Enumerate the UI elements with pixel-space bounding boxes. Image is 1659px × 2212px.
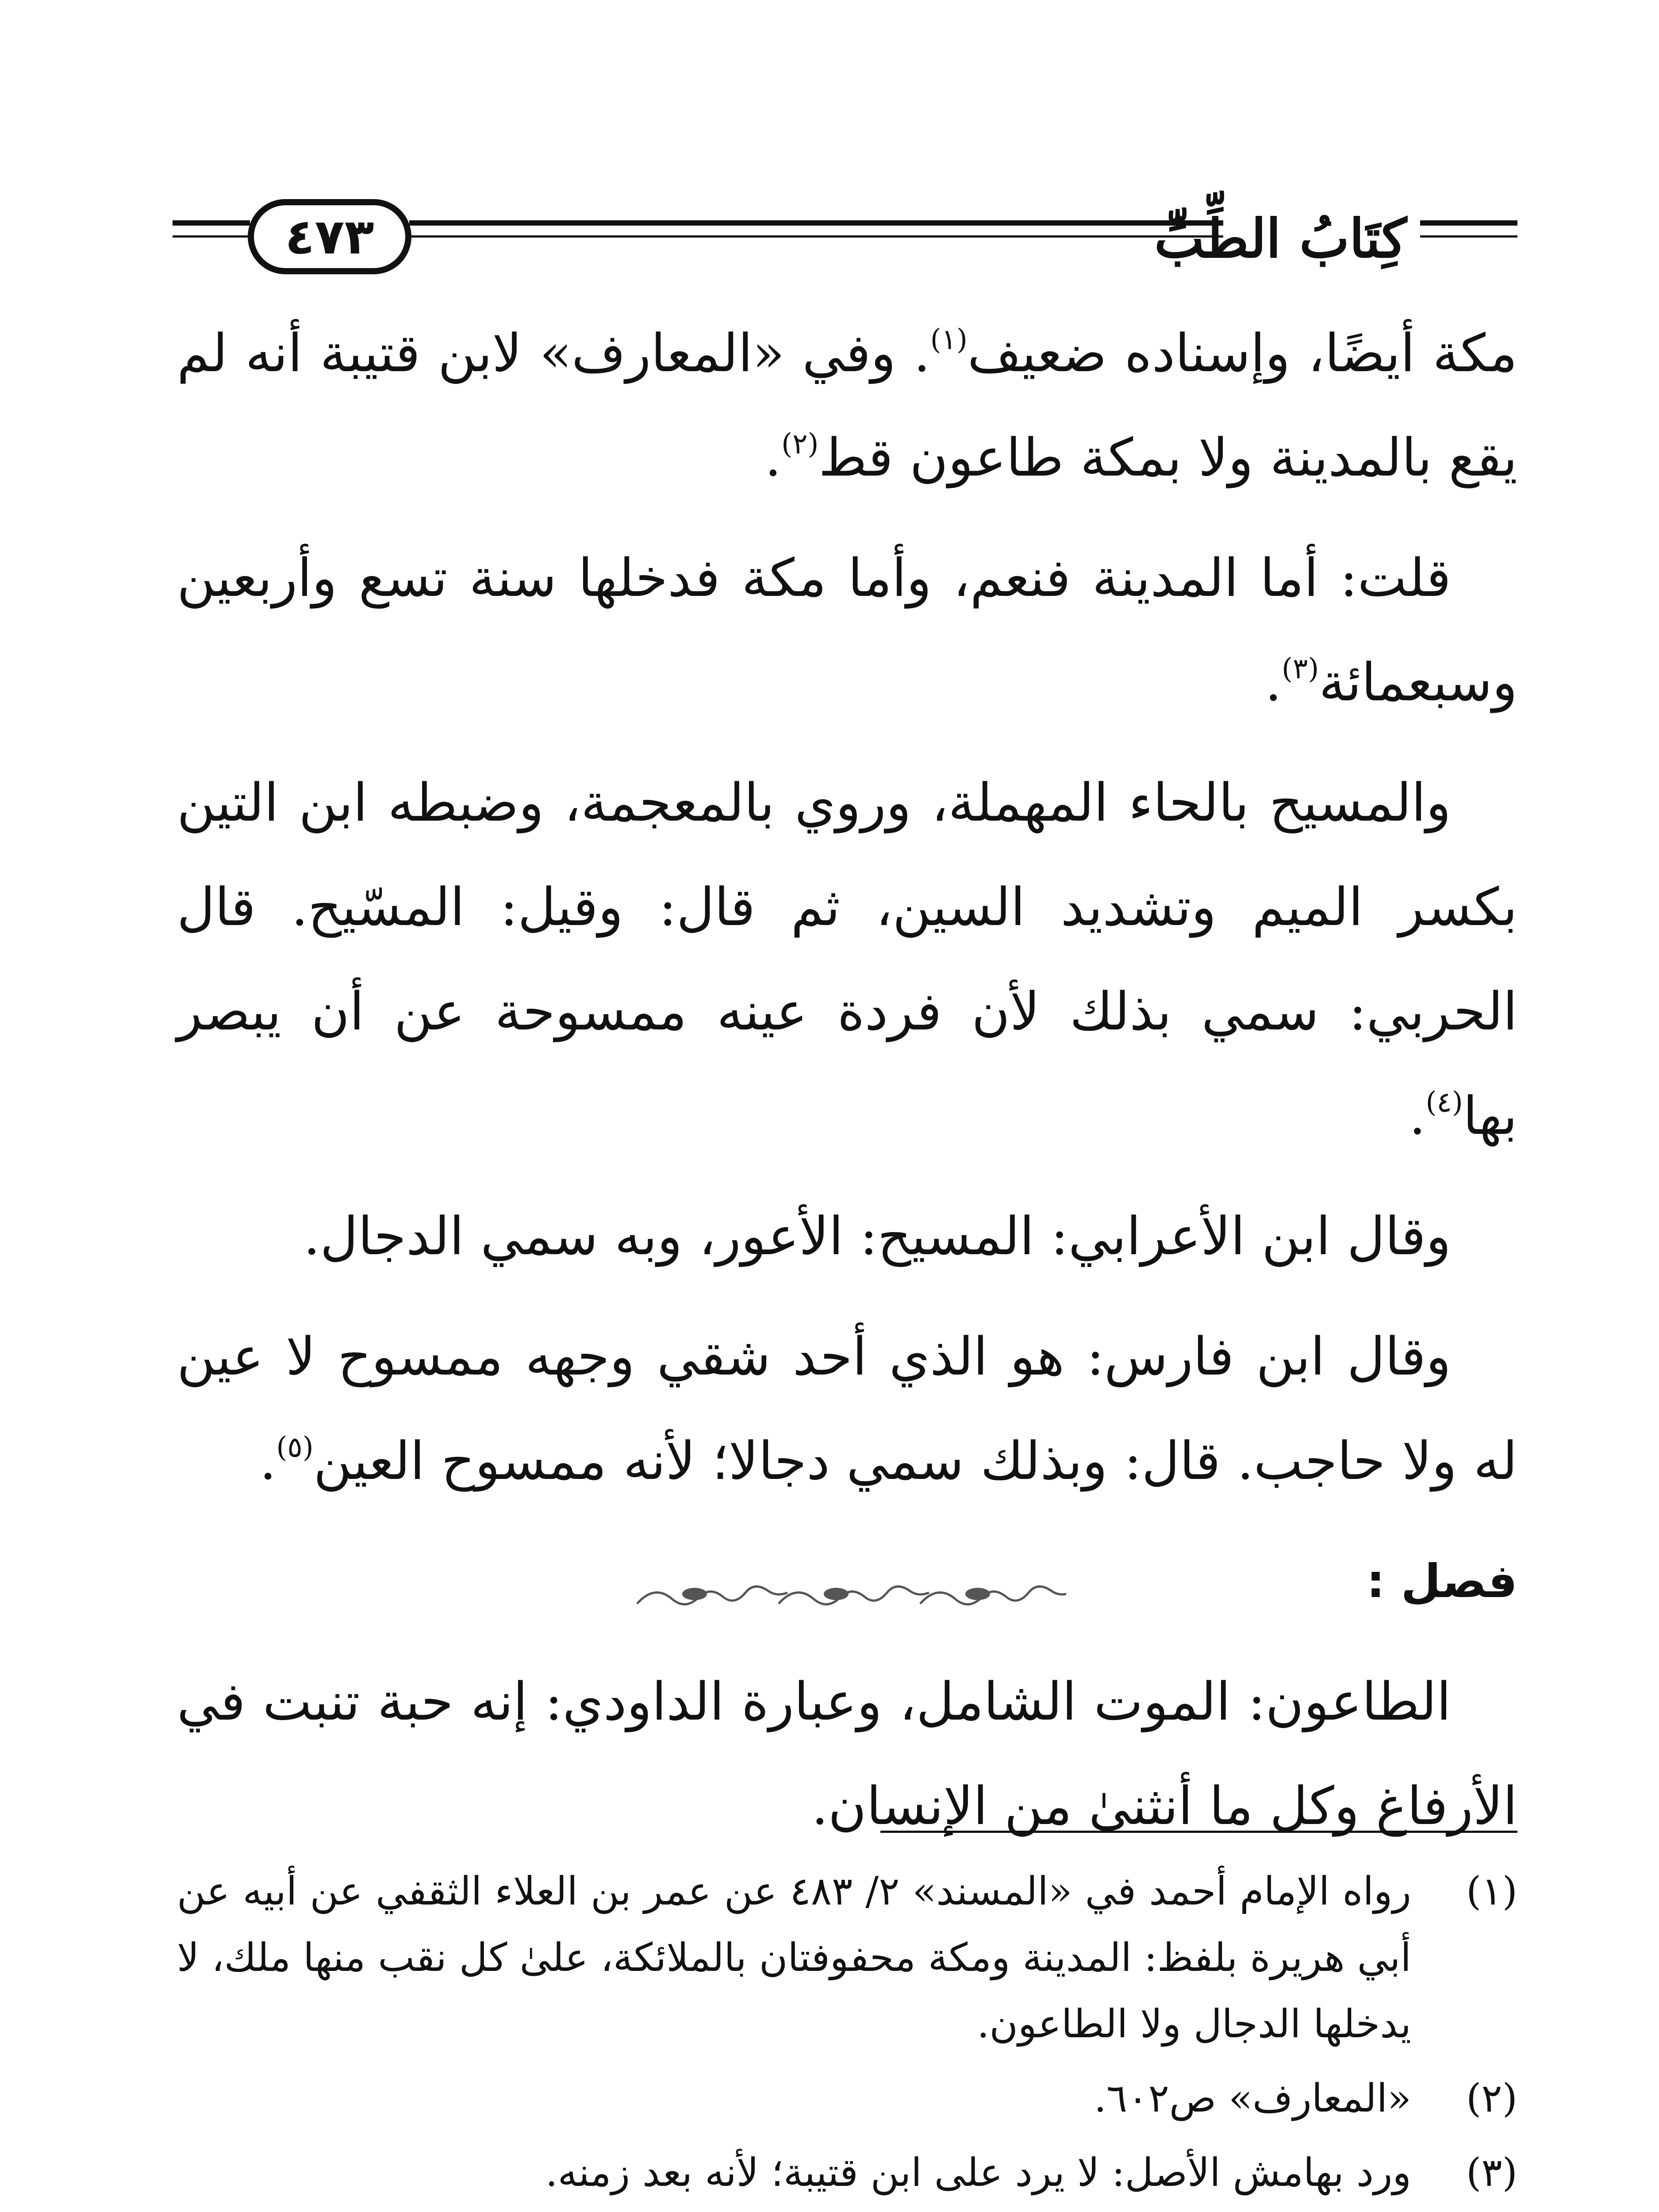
- header-rule-right-top: [1420, 220, 1517, 226]
- footnote-ref-3: (٣): [1282, 653, 1319, 685]
- header-rule-middle-top: [409, 220, 1223, 226]
- header-rule-right-bottom: [1420, 235, 1517, 238]
- paragraph-2-text-a: قلت: أما المدينة فنعم، وأما مكة فدخلها سنة تسع وأربعين وسبعمائة: [177, 547, 1517, 713]
- header-rule-left-top: [173, 220, 250, 226]
- running-title: كِتَابُ الطِّبِّ: [1154, 207, 1407, 270]
- paragraph-3-text-a: والمسيح بالحاء المهملة، وروي بالمعجمة، وضبطه ابن التين بكسر الميم وتشديد السين، ثم قال: وقيل: المسّيح. قال الحربي: سمي بذلك لأن فردة عينه ممسوحة عن أن يبصر بها: [177, 772, 1517, 1146]
- ornament-divider: [628, 1577, 1066, 1617]
- footnote-ref-4: (٤): [1425, 1086, 1463, 1119]
- page-number: ٤٧٣: [285, 208, 374, 265]
- footnote-text: رواه الإمام أحمد في «المسند» ٢/ ٤٨٣ عن عمر بن العلاء الثقفي عن أبيه عن أبي هريرة بلفظ: المدينة ومكة محفوفتان بالملائكة، علىٰ كل نقب منها ملك، لا يدخلها الدجال ولا الطاعون.: [177, 1868, 1412, 2047]
- footnote-text: ورد بهامش الأصل: لا يرد على ابن قتيبة؛ لأنه بعد زمنه.: [545, 2150, 1411, 2195]
- section-heading: فصل :: [1366, 1554, 1517, 1608]
- footnote-number: (١): [1466, 1868, 1517, 1914]
- paragraph-5-text-b: .: [259, 1430, 276, 1491]
- paragraph-1: [177, 301, 1517, 510]
- footnote-2: [177, 2065, 1517, 2131]
- header-rule-left-bottom: [173, 235, 250, 238]
- paragraph-3-text-b: .: [1409, 1085, 1426, 1146]
- page-number-badge: [248, 199, 411, 274]
- footnote-number: (٣): [1466, 2150, 1517, 2195]
- footnote-ref-5: (٥): [276, 1431, 314, 1464]
- paragraph-1-text-b: . وفي «المعارف» لابن قتيبة أنه لم يقع بالمدينة ولا بمكة طاعون قط: [177, 323, 1517, 488]
- paragraph-4-text: وقال ابن الأعرابي: المسيح: الأعور، وبه سمي الدجال.: [303, 1206, 1451, 1267]
- footnote-text: «المعارف» ص٦٠٢.: [1094, 2075, 1411, 2121]
- paragraph-1-text-c: .: [764, 427, 782, 488]
- paragraph-1-text-a: مكة أيضًا، وإسناده ضعيف: [967, 323, 1517, 384]
- paragraph-5: [177, 1304, 1517, 1513]
- footnote-separator: [880, 1831, 1517, 1833]
- footnote-ref-1: (١): [930, 323, 968, 356]
- footnote-3: [177, 2139, 1517, 2206]
- footnotes: [177, 1858, 1517, 2212]
- paragraph-5-text-a: وقال ابن فارس: هو الذي أحد شقي وجهه ممسوح لا عين له ولا حاجب. قال: وبذلك سمي دجالا؛ لأنه ممسوح العين: [177, 1326, 1517, 1491]
- footnote-ref-2: (٢): [781, 428, 819, 461]
- footnote-number: (٢): [1466, 2075, 1517, 2121]
- footnote-1: [177, 1858, 1517, 2057]
- paragraph-6-text: الطاعون: الموت الشامل، وعبارة الداودي: إنه حبة تنبت في الأرفاغ وكل ما أنثنىٰ من الإنسان.: [177, 1671, 1517, 1836]
- header-rule-middle-bottom: [409, 235, 1223, 238]
- paragraph-2-text-b: .: [1265, 652, 1282, 713]
- main-text: [177, 301, 1517, 1874]
- paragraph-4: [177, 1184, 1517, 1288]
- paragraph-6: [177, 1649, 1517, 1858]
- paragraph-3: [177, 750, 1517, 1168]
- page-header: [173, 186, 1517, 301]
- paragraph-2: [177, 526, 1517, 734]
